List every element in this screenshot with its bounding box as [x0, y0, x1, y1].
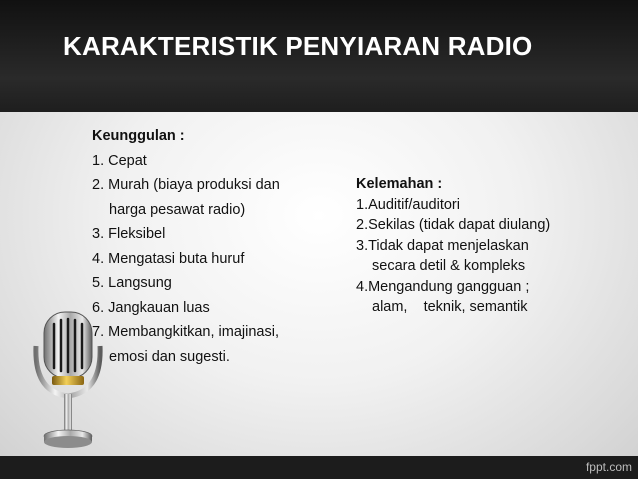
- item-text: Fleksibel: [108, 226, 166, 242]
- item-text: Mengandung gangguan ;: [368, 278, 530, 295]
- list-item: [92, 247, 332, 272]
- item-number: 1.: [92, 152, 105, 169]
- disadvantages-list: [356, 174, 596, 318]
- list-item: [356, 277, 596, 298]
- item-text: Auditif/auditori: [368, 196, 460, 213]
- item-text: Murah (biaya produksi dan: [108, 177, 280, 193]
- item-continuation: alam, teknik, semantik: [372, 299, 528, 315]
- list-item: [356, 236, 596, 257]
- item-continuation: secara detil & kompleks: [372, 258, 526, 274]
- item-text: Membangkitkan, imajinasi,: [108, 324, 279, 340]
- item-number: 4.: [92, 250, 105, 267]
- item-text: Sekilas (tidak dapat diulang): [368, 217, 551, 233]
- footer-brand: fppt.com: [585, 460, 632, 474]
- item-number: 7.: [92, 324, 105, 340]
- footer-bar: [0, 456, 638, 479]
- list-item: [92, 296, 332, 321]
- item-number: 2.: [92, 177, 105, 193]
- advantages-list: [92, 124, 332, 369]
- item-text: Cepat: [108, 152, 147, 169]
- item-number: 1.: [356, 196, 369, 213]
- item-continuation: emosi dan sugesti.: [109, 348, 230, 365]
- slide-title: KARAKTERISTIK PENYIARAN RADIO: [63, 31, 533, 61]
- list-item: [92, 271, 332, 296]
- item-text: Langsung: [108, 275, 172, 291]
- list-item: [356, 215, 596, 236]
- item-number: 2.: [356, 217, 369, 233]
- list-item: [356, 195, 596, 216]
- microphone-icon: [28, 308, 108, 456]
- item-number: 5.: [92, 275, 105, 291]
- item-continuation: harga pesawat radio): [109, 201, 246, 218]
- item-number: 6.: [92, 299, 105, 316]
- title-bar: [0, 0, 638, 112]
- advantages-heading: Keunggulan :: [92, 128, 185, 144]
- disadvantages-heading: Kelemahan :: [356, 176, 443, 192]
- item-text: Mengatasi buta huruf: [108, 250, 245, 267]
- list-item: [92, 320, 332, 345]
- item-text: Jangkauan luas: [108, 299, 210, 316]
- item-number: 4.: [356, 278, 369, 295]
- list-item: [92, 222, 332, 247]
- item-number: 3.: [92, 226, 105, 242]
- item-text: Tidak dapat menjelaskan: [368, 237, 529, 254]
- list-item: [92, 149, 332, 174]
- list-item: [92, 173, 332, 198]
- item-number: 3.: [356, 237, 369, 254]
